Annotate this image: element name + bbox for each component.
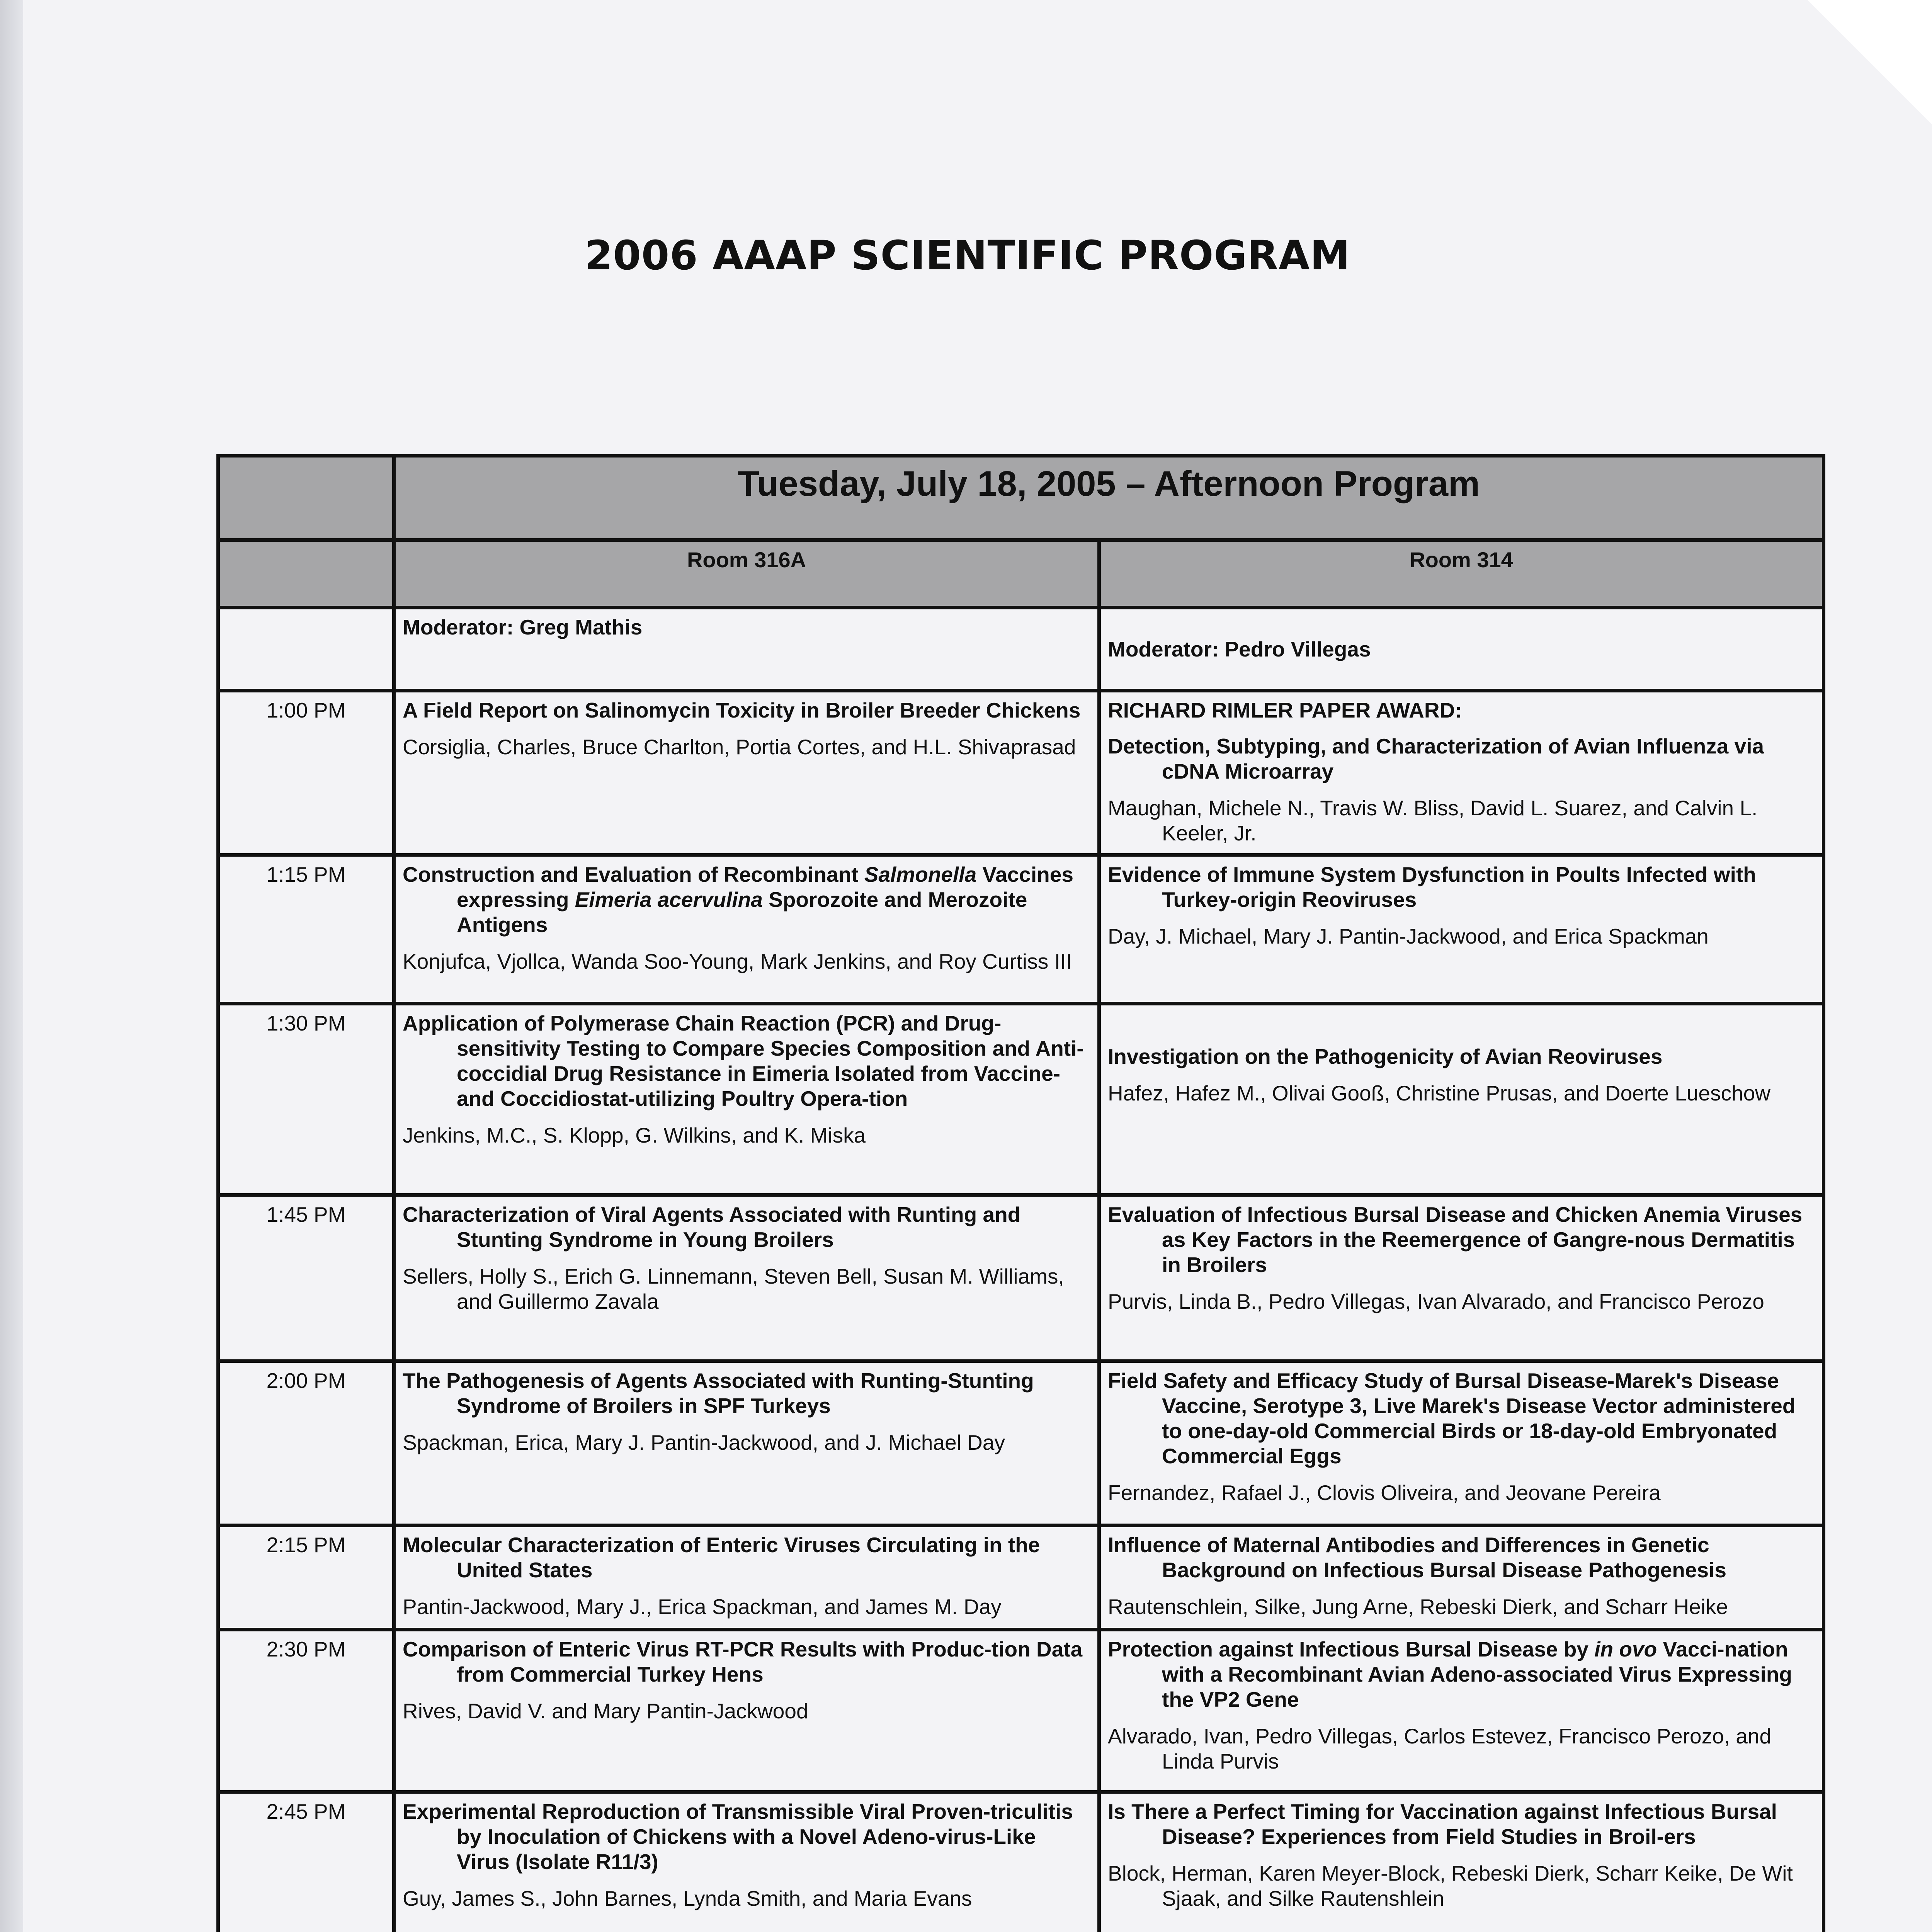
session-room-316a — [394, 1630, 1099, 1792]
paper-title: Investigation on the Pathogenicity of Avian Reoviruses — [1108, 1044, 1663, 1068]
paper-title: Influence of Maternal Antibodies and Differences in Genetic Background on Infectious Bursal Disease Pathogenesis — [1108, 1533, 1726, 1582]
session-room-316a — [394, 1361, 1099, 1526]
paper-title: Application of Polymerase Chain Reaction (PCR) and Drug-sensitivity Testing to Compare Species Composition and Anti-coccidial Drug Resistance in Eimeria Isolated from Vaccine- and Coccidiostat-utilizing Poultry Opera-tion — [403, 1011, 1084, 1111]
room-316a: Room 316A — [394, 540, 1099, 608]
paper-authors: Spackman, Erica, Mary J. Pantin-Jackwood, and J. Michael Day — [403, 1430, 1005, 1454]
paper-title-part: Sporozoite and Merozoite Antigens — [457, 887, 1027, 937]
session-row — [218, 1361, 1824, 1526]
paper-title: The Pathogenesis of Agents Associated with Runting-Stunting Syndrome of Broilers in SPF Turkeys — [403, 1369, 1034, 1418]
session-row — [218, 1526, 1824, 1630]
paper-authors: Purvis, Linda B., Pedro Villegas, Ivan Alvarado, and Francisco Perozo — [1108, 1289, 1764, 1313]
paper-title: Field Safety and Efficacy Study of Bursal Disease-Marek's Disease Vaccine, Serotype 3, Live Marek's Disease Vector administered to one-day-old Commercial Birds or 18-day-old Embryonated Commercial Eggs — [1108, 1369, 1796, 1468]
paper-title — [403, 862, 1090, 937]
paper-title: Comparison of Enteric Virus RT-PCR Results with Produc-tion Data from Commercial Turkey Hens — [403, 1637, 1083, 1686]
session-time: 1:15 PM — [218, 855, 394, 1004]
paper-authors: Fernandez, Rafael J., Clovis Oliveira, and Jeovane Pereira — [1108, 1480, 1661, 1505]
room-corner-cell — [218, 540, 394, 608]
session-room-314 — [1099, 1361, 1824, 1526]
session-time: 1:30 PM — [218, 1004, 394, 1195]
paper-authors: Maughan, Michele N., Travis W. Bliss, David L. Suarez, and Calvin L. Keeler, Jr. — [1108, 796, 1758, 845]
header-corner-cell — [218, 456, 394, 540]
session-time: 1:00 PM — [218, 691, 394, 855]
session-room-314 — [1099, 1004, 1824, 1195]
session-time: 1:45 PM — [218, 1195, 394, 1361]
paper-authors: Corsiglia, Charles, Bruce Charlton, Portia Cortes, and H.L. Shivaprasad — [403, 735, 1076, 759]
session-room-314 — [1099, 1526, 1824, 1630]
paper-title-part: Vaccines expressing — [457, 862, 1073, 912]
paper-title-italic: Eimeria acervulina — [575, 887, 763, 912]
session-row — [218, 1630, 1824, 1792]
session-row — [218, 691, 1824, 855]
schedule-heading: Tuesday, July 18, 2005 – Afternoon Program — [394, 456, 1824, 540]
paper-authors: Hafez, Hafez M., Olivai Gooß, Christine Prusas, and Doerte Lueschow — [1108, 1081, 1770, 1105]
session-room-314 — [1099, 1630, 1824, 1792]
paper-authors: Pantin-Jackwood, Mary J., Erica Spackman, and James M. Day — [403, 1594, 1002, 1619]
session-time: 2:15 PM — [218, 1526, 394, 1630]
paper-title-part: Construction and Evaluation of Recombinant — [403, 862, 864, 886]
paper-title: Molecular Characterization of Enteric Viruses Circulating in the United States — [403, 1533, 1040, 1582]
moderator-room-314 — [1099, 608, 1824, 691]
paper-title: Is There a Perfect Timing for Vaccination against Infectious Bursal Disease? Experiences from Field Studies in Broil-ers — [1108, 1799, 1777, 1849]
paper-authors: Alvarado, Ivan, Pedro Villegas, Carlos Estevez, Francisco Perozo, and Linda Purvis — [1108, 1724, 1772, 1773]
folded-corner — [1808, 0, 1932, 128]
moderator-room-316a — [394, 608, 1099, 691]
paper-authors: Block, Herman, Karen Meyer-Block, Rebeski Dierk, Scharr Keike, De Wit Sjaak, and Silke Rautenshlein — [1108, 1861, 1793, 1910]
session-room-316a — [394, 691, 1099, 855]
paper-authors: Konjufca, Vjollca, Wanda Soo-Young, Mark Jenkins, and Roy Curtiss III — [403, 949, 1072, 973]
paper-authors: Jenkins, M.C., S. Klopp, G. Wilkins, and K. Miska — [403, 1123, 866, 1147]
award-label: RICHARD RIMLER PAPER AWARD: — [1108, 698, 1462, 722]
document-title: 2006 AAAP SCIENTIFIC PROGRAM — [585, 232, 1350, 279]
paper-authors: Rautenschlein, Silke, Jung Arne, Rebeski Dierk, and Scharr Heike — [1108, 1594, 1728, 1619]
paper-title-part: Protection against Infectious Bursal Disease by — [1108, 1637, 1595, 1661]
session-room-314 — [1099, 691, 1824, 855]
paper-authors: Rives, David V. and Mary Pantin-Jackwood — [403, 1699, 808, 1723]
session-row — [218, 1792, 1824, 1932]
session-room-314 — [1099, 1792, 1824, 1932]
moderator-corner-cell — [218, 608, 394, 691]
paper-authors: Day, J. Michael, Mary J. Pantin-Jackwood, and Erica Spackman — [1108, 924, 1709, 948]
session-room-316a — [394, 1526, 1099, 1630]
paper-title: Characterization of Viral Agents Associated with Runting and Stunting Syndrome in Young Broilers — [403, 1202, 1021, 1252]
session-room-316a — [394, 1195, 1099, 1361]
session-row — [218, 855, 1824, 1004]
room-314: Room 314 — [1099, 540, 1824, 608]
paper-authors: Sellers, Holly S., Erich G. Linnemann, Steven Bell, Susan M. Williams, and Guillermo Zavala — [403, 1264, 1064, 1313]
paper-title-italic: Salmonella — [864, 862, 977, 886]
moderator-label-b: Moderator: Pedro Villegas — [1108, 637, 1371, 661]
paper-title: Evidence of Immune System Dysfunction in Poults Infected with Turkey-origin Reoviruses — [1108, 862, 1756, 912]
session-time: 2:30 PM — [218, 1630, 394, 1792]
schedule-table — [216, 454, 1825, 1932]
moderator-label-a: Moderator: Greg Mathis — [403, 615, 643, 639]
page-edge — [0, 0, 23, 1932]
session-row — [218, 1195, 1824, 1361]
paper-title-italic: in ovo — [1594, 1637, 1657, 1661]
session-row — [218, 1004, 1824, 1195]
session-room-316a — [394, 1004, 1099, 1195]
session-room-316a — [394, 1792, 1099, 1932]
session-room-314 — [1099, 1195, 1824, 1361]
session-room-314 — [1099, 855, 1824, 1004]
paper-title: Detection, Subtyping, and Characterization of Avian Influenza via cDNA Microarray — [1108, 734, 1764, 783]
paper-title: A Field Report on Salinomycin Toxicity in Broiler Breeder Chickens — [403, 698, 1081, 722]
paper-title — [1108, 1637, 1815, 1712]
paper-title: Experimental Reproduction of Transmissible Viral Proven-triculitis by Inoculation of Chickens with a Novel Adeno-virus-Like Virus (Isolate R11/3) — [403, 1799, 1073, 1874]
session-room-316a — [394, 855, 1099, 1004]
paper-authors: Guy, James S., John Barnes, Lynda Smith, and Maria Evans — [403, 1886, 972, 1910]
paper-title-part: Vacci-nation with a Recombinant Avian Adeno-associated Virus Expressing the VP2 Gene — [1162, 1637, 1793, 1711]
paper-title: Evaluation of Infectious Bursal Disease and Chicken Anemia Viruses as Key Factors in the Reemergence of Gangre-nous Dermatitis in Broilers — [1108, 1202, 1803, 1277]
session-time: 2:00 PM — [218, 1361, 394, 1526]
session-time: 2:45 PM — [218, 1792, 394, 1932]
